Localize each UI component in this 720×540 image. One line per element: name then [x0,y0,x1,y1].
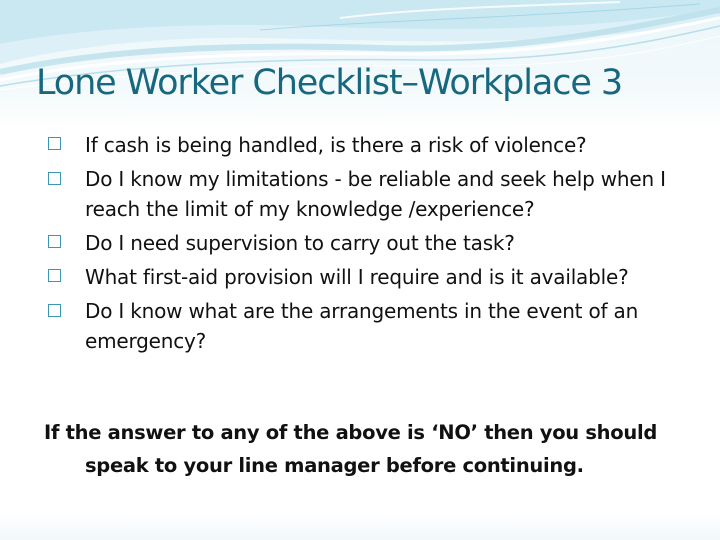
checkbox-square-icon [48,235,61,248]
checklist-item-text: If cash is being handled, is there a risk of violence? [85,133,587,157]
checklist-item-text: Do I need supervision to carry out the task? [85,231,515,255]
checklist [48,128,708,358]
checklist-item [48,260,708,294]
checkbox-square-icon [48,304,61,317]
checklist-item [48,162,708,226]
checklist-item-text: Do I know my limitations - be reliable and seek help when I reach the limit of my knowledge /experience? [85,167,666,221]
checkbox-square-icon [48,137,61,150]
checklist-item [48,294,708,358]
checkbox-square-icon [48,269,61,282]
manager-note: If the answer to any of the above is ‘NO’ then you should speak to your line manager before continuing. [44,421,657,477]
checklist-item [48,128,708,162]
checklist-item [48,226,708,260]
footer-band [0,512,720,540]
checklist-item-text: Do I know what are the arrangements in the event of an emergency? [85,299,639,353]
checkbox-square-icon [48,172,61,185]
slide-title: Lone Worker Checklist–Workplace 3 [36,63,623,103]
checklist-item-text: What first-aid provision will I require and is it available? [85,265,629,289]
